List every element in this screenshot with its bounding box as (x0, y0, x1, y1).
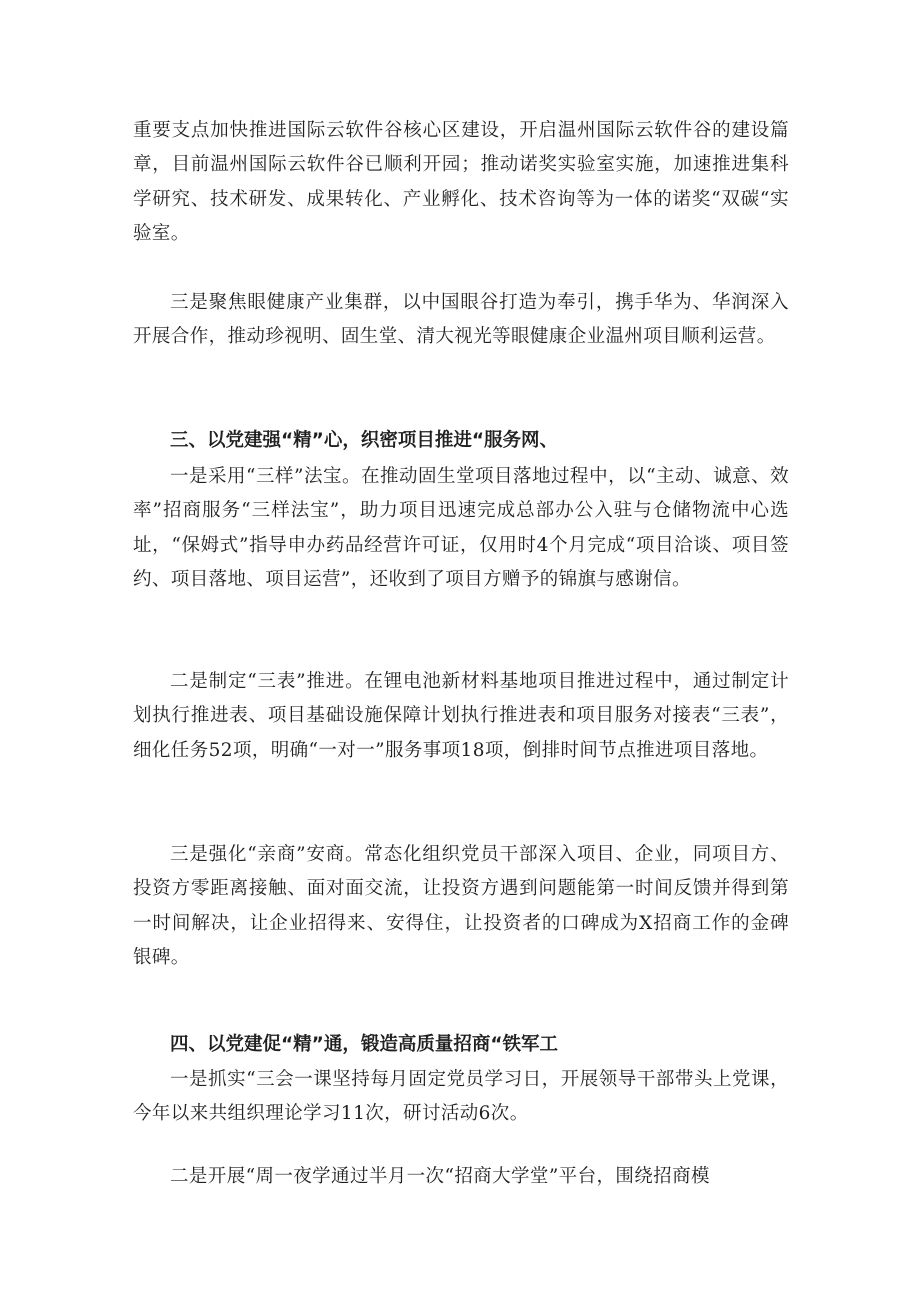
section-heading-three: 三、以党建强“精”心，织密项目推进“服务网、 (170, 430, 558, 451)
paragraph-pro-business: 三是强化“亲商”安商。常态化组织党员干部深入项目、企业，同项目方、投资方零距离接触、面对面交流，让投资方遇到问题能第一时间反馈并得到第一时间解决，让企业招得来、安得住，让投资者的口碑成为X招商工作的金碑银碑。 (133, 844, 789, 968)
section-heading-four: 四、以党建促“精”通，锻造高质量招商“铁军工 (170, 1034, 558, 1055)
paragraph-study-day: 一是抓实“三会一课坚持每月固定党员学习日，开展领导干部带头上党课，今年以来共组织理论学习11次，研讨活动6次。 (133, 1069, 789, 1125)
paragraph-eye-health-cluster: 三是聚焦眼健康产业集群，以中国眼谷打造为奉引，携手华为、华润深入开展合作，推动珍视明、固生堂、清大视光等眼健康企业温州项目顺利运营。 (133, 292, 789, 348)
paragraph-three-treasures: 一是采用“三样”法宝。在推动固生堂项目落地过程中，以“主动、诚意、效率”招商服务“三样法宝”，助力项目迅速完成总部办公入驻与仓储物流中心选址，“保姆式”指导申办药品经营许可证，仅用时4个月完成“项目洽谈、项目签约、项目落地、项目运营”，还收到了项目方赠予的锦旗与感谢信。 (133, 466, 789, 590)
paragraph-software-valley: 重要支点加快推进国际云软件谷核心区建设，开启温州国际云软件谷的建设篇章，目前温州国际云软件谷已顺利开园；推动诺奖实验室实施，加速推进集科学研究、技术研发、成果转化、产业孵化、技术咨询等为一体的诺奖“双碳“实验室。 (133, 120, 789, 244)
paragraph-three-tables: 二是制定“三表”推进。在锂电池新材料基地项目推进过程中，通过制定计划执行推进表、项目基础设施保障计划执行推进表和项目服务对接表“三表”，细化任务52项，明确“一对一”服务事项18项，倒排时间节点推进项目落地。 (133, 671, 789, 761)
paragraph-monday-night-study: 二是开展“周一夜学通过半月一次“招商大学堂”平台，围绕招商模 (170, 1166, 710, 1187)
